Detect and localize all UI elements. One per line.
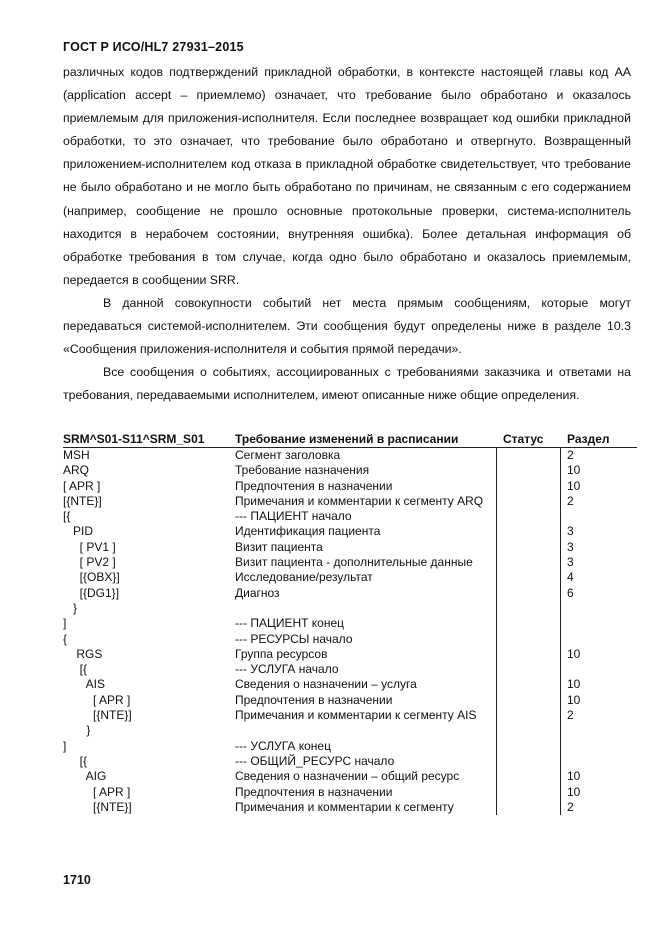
description-cell: Предпочтения в назначении bbox=[235, 693, 497, 708]
segment-cell: [{ bbox=[63, 662, 88, 677]
paragraph: Все сообщения о событиях, ассоциированных с требованиями заказчика и ответами на требования, передаваемыми исполнителем, имеют описанные ниже общие определения. bbox=[63, 365, 631, 403]
status-cell bbox=[497, 754, 561, 769]
section-cell: 10 bbox=[567, 478, 581, 493]
description-cell bbox=[235, 601, 497, 616]
section-cell: 6 bbox=[567, 585, 574, 600]
table-row bbox=[63, 479, 637, 494]
description-cell: --- РЕСУРСЫ начало bbox=[235, 632, 497, 647]
segment-cell: RGS bbox=[63, 646, 103, 661]
section-cell: 3 bbox=[567, 524, 574, 539]
description-cell: Визит пациента bbox=[235, 540, 497, 555]
description-cell: --- ПАЦИЕНТ начало bbox=[235, 509, 497, 524]
segment-cell: [ APR ] bbox=[63, 784, 131, 799]
description-cell: Диагноз bbox=[235, 586, 497, 601]
description-cell: Сегмент заголовка bbox=[235, 448, 497, 463]
table-row bbox=[63, 463, 637, 478]
table-row bbox=[63, 509, 637, 524]
table-row bbox=[63, 570, 637, 585]
status-cell bbox=[497, 616, 561, 631]
table-row bbox=[63, 555, 637, 570]
segment-cell: [{OBX}] bbox=[63, 570, 120, 585]
table-row bbox=[63, 632, 637, 647]
description-cell: Визит пациента - дополнительные данные bbox=[235, 555, 497, 570]
table-row bbox=[63, 800, 637, 815]
status-cell bbox=[497, 448, 561, 463]
segment-cell: [{NTE}] bbox=[63, 493, 102, 508]
status-cell bbox=[497, 739, 561, 754]
section-cell: 3 bbox=[567, 539, 574, 554]
status-cell bbox=[497, 601, 561, 616]
status-cell bbox=[497, 708, 561, 723]
status-cell bbox=[497, 662, 561, 677]
table-row bbox=[63, 769, 637, 784]
segment-cell: } bbox=[63, 723, 91, 738]
table-row bbox=[63, 647, 637, 662]
description-cell: Предпочтения в назначении bbox=[235, 479, 497, 494]
segment-cell: AIS bbox=[63, 677, 106, 692]
table-row bbox=[63, 494, 637, 509]
section-cell bbox=[561, 723, 637, 738]
paragraph: различных кодов подтверждений прикладной обработки, в контексте настоящей главы код AA (application accept – приемлемо) означает, что требование было обработано и оказалось приемлемым для приложения-исполнителя. Если последнее возвращает код ошибки прикладной обработки, то это означает, что требование было обработано и отвергнуто. Возвращенный приложением-исполнителем код отказа в прикладной обработке свидетельствует, что требование не было обработано и не могло быть обработано по причинам, не связанным с его содержанием (например, сообщение не прошло основные протокольные проверки, система-исполнитель находится в нерабочем состоянии, внутренняя ошибка). Более детальная информация об обработке требования в том случае, когда одно было обработано и оказалось приемлемым, передается в сообщении SRR. bbox=[63, 65, 631, 287]
segment-cell: [{ bbox=[63, 753, 88, 768]
section-cell: 10 bbox=[567, 769, 581, 784]
status-cell bbox=[497, 570, 561, 585]
section-cell: 10 bbox=[567, 463, 581, 478]
segment-cell: { bbox=[63, 631, 68, 646]
description-cell: --- ПАЦИЕНТ конец bbox=[235, 616, 497, 631]
section-cell bbox=[561, 509, 637, 524]
section-cell: 3 bbox=[567, 555, 574, 570]
column-header-status: Статус bbox=[503, 432, 544, 446]
status-cell bbox=[497, 463, 561, 478]
section-cell: 10 bbox=[567, 646, 581, 661]
table-row bbox=[63, 601, 637, 616]
description-cell: Примечания и комментарии к сегменту bbox=[235, 800, 497, 815]
description-cell: Сведения о назначении – общий ресурс bbox=[235, 769, 497, 784]
section-cell bbox=[561, 662, 637, 677]
section-cell: 2 bbox=[567, 493, 574, 508]
table-row bbox=[63, 739, 637, 754]
segment-cell: } bbox=[63, 600, 78, 615]
description-cell: Сведения о назначении – услуга bbox=[235, 677, 497, 692]
status-cell bbox=[497, 632, 561, 647]
message-structure-table bbox=[63, 431, 637, 815]
segment-cell: AIG bbox=[63, 769, 107, 784]
status-cell bbox=[497, 509, 561, 524]
segment-cell: [{NTE}] bbox=[63, 708, 132, 723]
status-cell bbox=[497, 647, 561, 662]
description-cell: Идентификация пациента bbox=[235, 524, 497, 539]
status-cell bbox=[497, 723, 561, 738]
table-row bbox=[63, 524, 637, 539]
status-cell bbox=[497, 524, 561, 539]
segment-cell: ] bbox=[63, 738, 67, 753]
segment-cell: ARQ bbox=[63, 463, 90, 478]
segment-cell: [ APR ] bbox=[63, 478, 101, 493]
column-header-segment: SRM^S01-S11^SRM_S01 bbox=[63, 432, 205, 446]
section-cell bbox=[561, 632, 637, 647]
section-cell: 10 bbox=[567, 784, 581, 799]
segment-cell: ] bbox=[63, 616, 67, 631]
table-row bbox=[63, 785, 637, 800]
paragraph: В данной совокупности событий нет места прямым сообщениям, которые могут передаваться системой-исполнителем. Эти сообщения будут определены ниже в разделе 10.3 «Сообщения приложения-исполнителя и события прямой передачи». bbox=[63, 295, 631, 357]
section-cell bbox=[561, 616, 637, 631]
segment-cell: [{NTE}] bbox=[63, 799, 132, 814]
segment-cell: PID bbox=[63, 524, 94, 539]
section-cell: 2 bbox=[567, 799, 574, 814]
description-cell: Примечания и комментарии к сегменту ARQ bbox=[235, 494, 497, 509]
status-cell bbox=[497, 677, 561, 692]
status-cell bbox=[497, 494, 561, 509]
description-cell: Исследование/результат bbox=[235, 570, 497, 585]
status-cell bbox=[497, 769, 561, 784]
status-cell bbox=[497, 693, 561, 708]
table-row bbox=[63, 693, 637, 708]
segment-cell: [{DG1}] bbox=[63, 585, 120, 600]
column-header-section: Раздел bbox=[567, 432, 610, 446]
description-cell: --- УСЛУГА начало bbox=[235, 662, 497, 677]
body-text bbox=[63, 61, 631, 407]
section-cell: 2 bbox=[567, 708, 574, 723]
section-cell: 2 bbox=[567, 448, 574, 462]
table-row bbox=[63, 723, 637, 738]
table-row bbox=[63, 754, 637, 769]
description-cell: --- ОБЩИЙ_РЕСУРС начало bbox=[235, 754, 497, 769]
status-cell bbox=[497, 555, 561, 570]
segment-cell: MSH bbox=[63, 448, 90, 462]
description-cell: Требование назначения bbox=[235, 463, 497, 478]
table-row bbox=[63, 662, 637, 677]
segment-cell: [ APR ] bbox=[63, 692, 131, 707]
description-cell: Предпочтения в назначении bbox=[235, 785, 497, 800]
table-header-row bbox=[63, 431, 637, 448]
table-row bbox=[63, 540, 637, 555]
segment-cell: [{ bbox=[63, 509, 71, 524]
description-cell: Группа ресурсов bbox=[235, 647, 497, 662]
page-header: ГОСТ Р ИСО/HL7 27931–2015 bbox=[63, 40, 244, 54]
section-cell bbox=[561, 754, 637, 769]
table-row bbox=[63, 616, 637, 631]
description-cell bbox=[235, 723, 497, 738]
table-body bbox=[63, 448, 637, 815]
table-row bbox=[63, 677, 637, 692]
section-cell bbox=[561, 601, 637, 616]
table-row bbox=[63, 448, 637, 463]
section-cell: 10 bbox=[567, 692, 581, 707]
description-cell: Примечания и комментарии к сегменту AIS bbox=[235, 708, 497, 723]
section-cell bbox=[561, 739, 637, 754]
table-row bbox=[63, 708, 637, 723]
description-cell: --- УСЛУГА конец bbox=[235, 739, 497, 754]
segment-cell: [ PV1 ] bbox=[63, 539, 116, 554]
status-cell bbox=[497, 785, 561, 800]
segment-cell: [ PV2 ] bbox=[63, 555, 116, 570]
status-cell bbox=[497, 479, 561, 494]
table-row bbox=[63, 586, 637, 601]
status-cell bbox=[497, 586, 561, 601]
status-cell bbox=[497, 540, 561, 555]
section-cell: 10 bbox=[567, 677, 581, 692]
status-cell bbox=[497, 800, 561, 815]
page-number: 1710 bbox=[63, 873, 91, 887]
section-cell: 4 bbox=[567, 570, 574, 585]
column-header-description: Требование изменений в расписании bbox=[235, 432, 459, 446]
